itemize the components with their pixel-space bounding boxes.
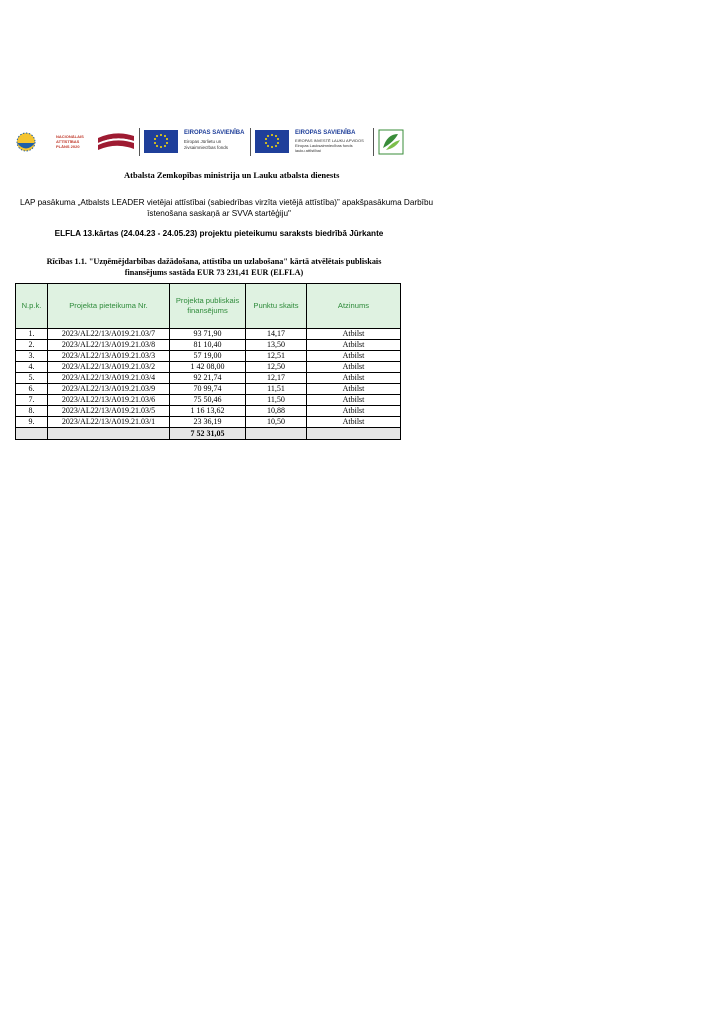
ricibas-line2: finansējums sastāda EUR 73 231,41 EUR (ELFLA) [124,268,304,277]
cell-opinion: Atbilst [307,362,401,373]
cell-points: 12,17 [246,373,307,384]
cell-points: 11,50 [246,395,307,406]
cell-points: 13,50 [246,340,307,351]
cell-npk: 4. [16,362,48,373]
cell-project-nr: 2023/AL22/13/A019.21.03/7 [48,329,170,340]
lv-plan-line3: PLĀNS 2020 [56,144,80,149]
cell-npk: 2. [16,340,48,351]
ricibas-title [14,256,414,278]
lap-line1: LAP pasākuma „Atbalsts LEADER vietējai attīstībai (sabiedrības virzīta vietējā attīstība)” apakšpasākuma Darbību [20,198,434,207]
cell-points: 12,50 [246,362,307,373]
cell-npk: 3. [16,351,48,362]
projects-table [15,283,401,440]
total-empty-cell [16,428,48,440]
total-empty-cell [246,428,307,440]
cell-points: 10,88 [246,406,307,417]
eu2-sub-line2: Eiropas Lauksaimniecības fonds [295,142,353,148]
cell-funding: 70 99,74 [170,384,246,395]
eu1-title: EIROPAS SAVIENĪBA [184,130,245,136]
logo-divider [139,128,140,156]
eu1-sub-line1: Eiropas Jūrlietu un [184,139,222,144]
latvia-flag-logo-icon [96,128,136,158]
sun-logo-icon [14,128,38,158]
cell-npk: 7. [16,395,48,406]
cell-funding: 23 36,19 [170,417,246,428]
table-row [16,362,401,373]
cell-project-nr: 2023/AL22/13/A019.21.03/2 [48,362,170,373]
cell-funding: 1 16 13,62 [170,406,246,417]
cell-opinion: Atbilst [307,406,401,417]
ricibas-line1: Rīcības 1.1. "Uzņēmējdarbības dažādošana, attīstība un uzlabošana" kārtā atvēlētais publiskais [46,257,382,266]
logo-divider [373,128,374,156]
table-total-row [16,428,401,440]
cell-opinion: Atbilst [307,351,401,362]
table-body [16,329,401,440]
elfla-round-title: ELFLA 13.kārtas (24.04.23 - 24.05.23) projektu pieteikumu saraksts biedrībā Jūrkante [54,229,384,238]
cell-funding: 1 42 08,00 [170,362,246,373]
table-row [16,395,401,406]
national-plan-logo [56,134,96,164]
cell-opinion: Atbilst [307,329,401,340]
lap-line2: īstenošana saskaņā ar SVVA startēģiju" [147,209,291,218]
cell-project-nr: 2023/AL22/13/A019.21.03/8 [48,340,170,351]
cell-project-nr: 2023/AL22/13/A019.21.03/9 [48,384,170,395]
cell-points: 10,50 [246,417,307,428]
cell-project-nr: 2023/AL22/13/A019.21.03/4 [48,373,170,384]
col-header-points: Punktu skaits [246,284,307,329]
table-row [16,417,401,428]
cell-funding: 92 21,74 [170,373,246,384]
table-row [16,406,401,417]
total-empty-cell [307,428,401,440]
cell-opinion: Atbilst [307,384,401,395]
cell-funding: 75 50,46 [170,395,246,406]
cell-points: 14,17 [246,329,307,340]
total-funding-cell: 7 52 31,05 [170,428,246,440]
total-empty-cell [48,428,170,440]
cell-npk: 8. [16,406,48,417]
ministry-heading: Atbalsta Zemkopības ministrija un Lauku atbalsta dienests [124,170,340,180]
table-row [16,384,401,395]
table-row [16,340,401,351]
eu-flag-icon [144,130,178,153]
table-header-row [16,284,401,329]
eu-flag-icon [255,130,289,153]
table-row [16,373,401,384]
lv-plan-line1: NACIONĀLAIS [56,134,84,139]
cell-points: 11,51 [246,384,307,395]
cell-npk: 5. [16,373,48,384]
cell-funding: 81 10,40 [170,340,246,351]
logo-divider [250,128,251,156]
cell-opinion: Atbilst [307,340,401,351]
cell-project-nr: 2023/AL22/13/A019.21.03/1 [48,417,170,428]
eu2-sub-line3: lauku attīstībai [295,147,321,153]
table-row [16,351,401,362]
lv-plan-line2: ATTĪSTĪBAS [56,139,80,144]
col-header-project-nr: Projekta pieteikuma Nr. [48,284,170,329]
cell-opinion: Atbilst [307,417,401,428]
eu2-title: EIROPAS SAVIENĪBA [295,130,356,136]
col-header-npk: N.p.k. [16,284,48,329]
cell-funding: 57 19,00 [170,351,246,362]
eu2-subtitle [295,139,364,153]
cell-npk: 9. [16,417,48,428]
cell-opinion: Atbilst [307,395,401,406]
cell-project-nr: 2023/AL22/13/A019.21.03/6 [48,395,170,406]
logo-bar [12,128,412,158]
cell-project-nr: 2023/AL22/13/A019.21.03/3 [48,351,170,362]
eu1-subtitle [184,139,228,150]
cell-opinion: Atbilst [307,373,401,384]
table-row [16,329,401,340]
eu1-sub-line2: zivsaimniecības fonds [184,144,229,150]
leader-logo-icon [378,128,404,158]
cell-project-nr: 2023/AL22/13/A019.21.03/5 [48,406,170,417]
col-header-opinion: Atzinums [307,284,401,329]
cell-npk: 1. [16,329,48,340]
cell-npk: 6. [16,384,48,395]
eu2-sub-line1: EIROPAS INVESTĒ LAUKU APVIDOS [295,138,364,143]
cell-points: 12,51 [246,351,307,362]
cell-funding: 93 71,90 [170,329,246,340]
col-header-funding: Projekta publiskais finansējums [170,284,246,329]
